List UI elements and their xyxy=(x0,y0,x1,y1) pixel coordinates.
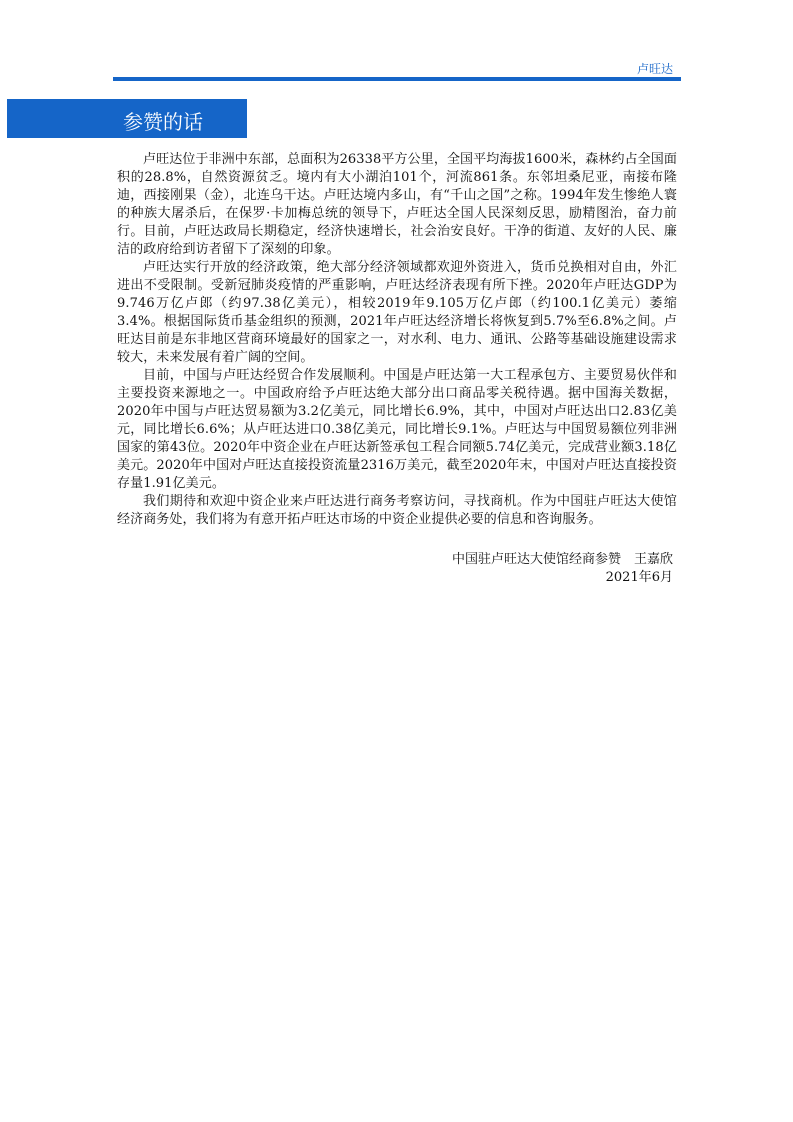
paragraph: 我们期待和欢迎中资企业来卢旺达进行商务考察访问，寻找商机。作为中国驻卢旺达大使馆经济商务处，我们将为有意开拓卢旺达市场的中资企业提供必要的信息和咨询服务。 xyxy=(117,494,677,527)
article-body xyxy=(117,151,677,529)
paragraph: 卢旺达实行开放的经济政策，绝大部分经济领域都欢迎外资进入，货币兑换相对自由，外汇进出不受限制。受新冠肺炎疫情的严重影响，卢旺达经济表现有所下挫。2020年卢旺达GDP为9.746万亿卢郎（约97.38亿美元），相较2019年9.105万亿卢郎（约100.1亿美元）萎缩3.4%。根据国际货币基金组织的预测，2021年卢旺达经济增长将恢复到5.7%至6.8%之间。卢旺达目前是东非地区营商环境最好的国家之一，对水利、电力、通讯、公路等基础设施建设需求较大，未来发展有着广阔的空间。 xyxy=(117,260,677,365)
paragraph: 卢旺达位于非洲中东部，总面积为26338平方公里，全国平均海拔1600米，森林约占全国面积的28.8%，自然资源贫乏。境内有大小湖泊101个，河流861条。东邻坦桑尼亚，南接布隆迪，西接刚果（金），北连乌干达。卢旺达境内多山，有“千山之国”之称。1994年发生惨绝人寰的种族大屠杀后，在保罗·卡加梅总统的领导下，卢旺达全国人民深刻反思，励精图治，奋力前行。目前，卢旺达政局长期稳定，经济快速增长，社会治安良好。干净的街道、友好的人民、廉洁的政府给到访者留下了深刻的印象。 xyxy=(117,152,677,257)
page-title: 参赞的话 xyxy=(123,110,203,134)
header-section-label: 卢旺达 xyxy=(636,62,673,76)
header-divider xyxy=(113,77,681,81)
signature-block xyxy=(452,551,673,587)
signature-author: 中国驻卢旺达大使馆经商参赞 王嘉欣 xyxy=(451,552,673,567)
section-title-banner xyxy=(7,99,247,138)
signature-date: 2021年6月 xyxy=(605,570,673,585)
paragraph: 目前，中国与卢旺达经贸合作发展顺利。中国是卢旺达第一大工程承包方、主要贸易伙伴和主要投资来源地之一。中国政府给予卢旺达绝大部分出口商品零关税待遇。据中国海关数据，2020年中国与卢旺达贸易额为3.2亿美元，同比增长6.9%，其中，中国对卢旺达出口2.83亿美元，同比增长6.6%；从卢旺达进口0.38亿美元，同比增长9.1%。卢旺达与中国贸易额位列非洲国家的第43位。2020年中资企业在卢旺达新签承包工程合同额5.74亿美元，完成营业额3.18亿美元。2020年中国对卢旺达直接投资流量2316万美元，截至2020年末，中国对卢旺达直接投资存量1.91亿美元。 xyxy=(117,368,677,491)
